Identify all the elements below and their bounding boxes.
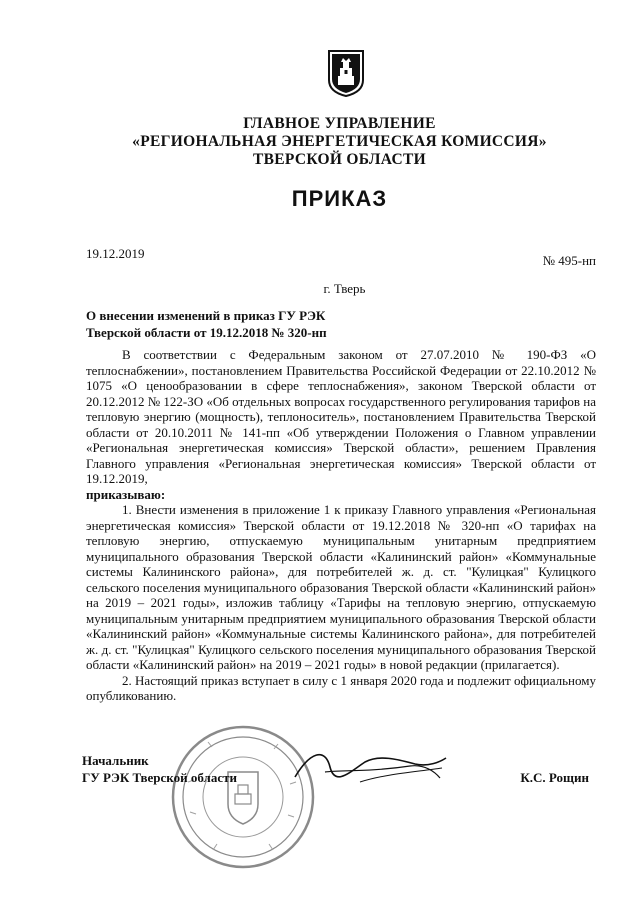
document-date: 19.12.2019 <box>86 246 145 261</box>
signatory-title-line-2: ГУ РЭК Тверской области <box>82 770 237 785</box>
decree-word: приказываю: <box>86 486 166 502</box>
coat-of-arms-icon <box>326 48 366 98</box>
organization-name-line-2: «РЕГИОНАЛЬНАЯ ЭНЕРГЕТИЧЕСКАЯ КОМИССИЯ» <box>132 133 547 150</box>
organization-name-line-1: ГЛАВНОЕ УПРАВЛЕНИЕ <box>243 115 436 132</box>
document-body <box>86 347 596 704</box>
document-subject <box>86 307 386 341</box>
organization-name-line-3: ТВЕРСКОЙ ОБЛАСТИ <box>253 151 426 168</box>
item-2-paragraph: 2. Настоящий приказ вступает в силу с 1 января 2020 года и подлежит официальному опубликованию. <box>86 672 596 703</box>
document-number: № 495-нп <box>542 253 596 268</box>
handwritten-signature-icon <box>290 742 450 792</box>
document-city: г. Тверь <box>323 281 366 296</box>
signatory-title <box>82 752 282 786</box>
preamble-paragraph: В соответствии с Федеральным законом от 27.07.2010 № 190-ФЗ «О теплоснабжении», постановлением Правительства Российской Федерации от 22.10.2012 № 1075 «О ценообразовании в сфере теплоснабжения», законом Тверской области от 20.12.2012 № 122-ЗО «Об отдельных вопросах государственного регулирования тарифов на тепловую энергию (мощность), теплоноситель», постановлением Правительства Тверской области от 20.10.2011 № 141-пп «Об утверждении Положения о Главном управлении «Региональная энергетическая комиссия» Тверской области», решением Правления Главного управления «Региональная энергетическая комиссия» Тверской области от 19.12.2019, <box>86 347 596 486</box>
signatory-name: К.С. Рощин <box>520 770 589 785</box>
signatory-title-line-1: Начальник <box>82 753 149 768</box>
document-type-title: ПРИКАЗ <box>291 186 388 211</box>
subject-line-1: О внесении изменений в приказ ГУ РЭК <box>86 308 326 323</box>
item-1-paragraph: 1. Внести изменения в приложение 1 к приказу Главного управления «Региональная энергетическая комиссия» Тверской области от 19.12.2018 № 320-нп «О тарифах на тепловую энергию, отпускаемую муниципальным унитарным предприятием муниципального образования Тверской области «Калининский район» «Коммунальные системы Калининского района», для потребителей ж. д. ст. "Кулицкая" Кулицкого сельского поселения муниципального образования Тверской области «Калининский район» на 2019 – 2021 годы», изложив таблицу «Тарифы на тепловую энергию, отпускаемую муниципальным унитарным предприятием муниципального образования Тверской области «Калининский район» «Коммунальные системы Калининского района», для потребителей ж. д. ст. "Кулицкая" Кулицкого сельского поселения муниципального образования Тверской области «Калининский район» на 2019 – 2021 годы» в новой редакции (прилагается). <box>86 502 596 672</box>
subject-line-2: Тверской области от 19.12.2018 № 320-нп <box>86 325 327 340</box>
